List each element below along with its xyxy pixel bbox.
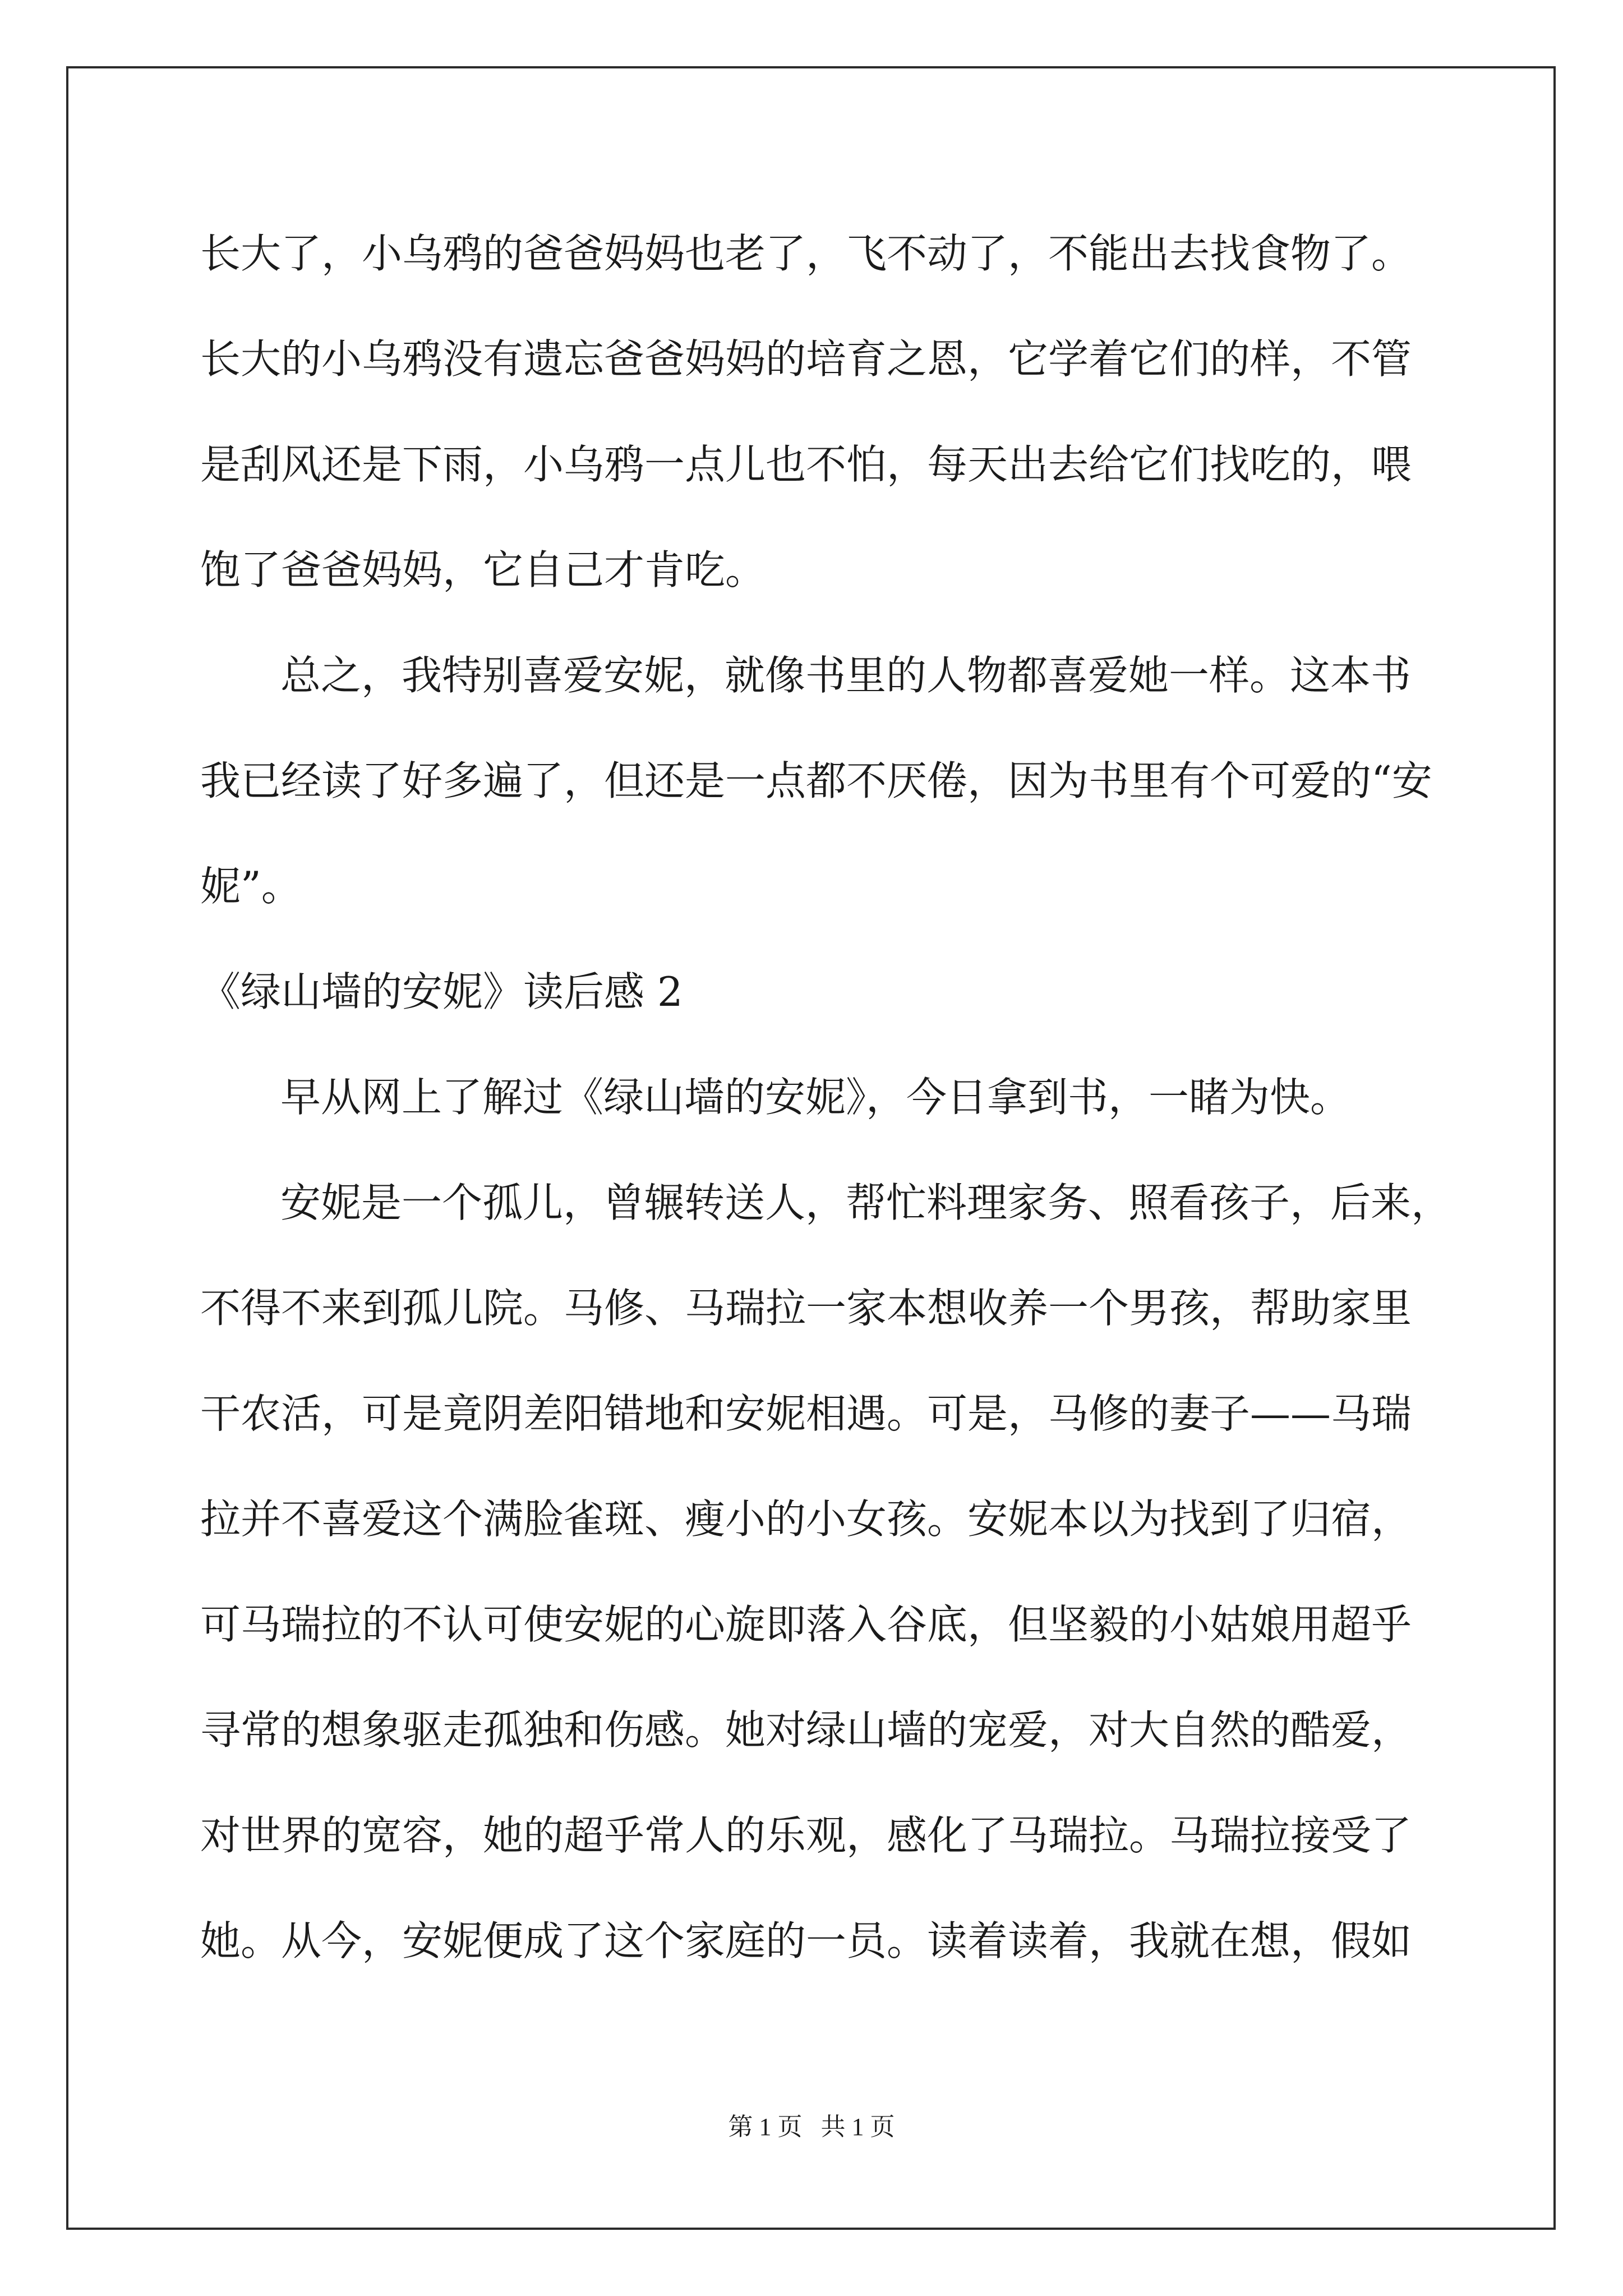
section-heading: 《绿山墙的安妮》读后感 2	[200, 968, 683, 1015]
body-line-9: 早从网上了解过《绿山墙的安妮》，今日拿到书，一睹为快。	[280, 1074, 1351, 1121]
body-line-13: 拉并不喜爱这个满脸雀斑、瘦小的小女孩。安妮本以为找到了归宿，	[200, 1496, 1412, 1543]
body-line-12: 干农活，可是竟阴差阳错地和安妮相遇。可是，马修的妻子——马瑞	[200, 1390, 1412, 1437]
body-line-2: 长大的小乌鸦没有遗忘爸爸妈妈的培育之恩，它学着它们的样，不管	[200, 335, 1412, 383]
body-line-4: 饱了爸爸妈妈，它自己才肯吃。	[200, 546, 766, 593]
page-border	[66, 66, 1556, 2230]
body-line-3: 是刮风还是下雨，小乌鸦一点儿也不怕，每天出去给它们找吃的，喂	[200, 441, 1412, 488]
body-line-17: 她。从今，安妮便成了这个家庭的一员。读着读着，我就在想，假如	[200, 1917, 1412, 1964]
body-line-10: 安妮是一个孤儿，曾辗转送人，帮忙料理家务、照看孩子，后来，	[280, 1179, 1452, 1226]
body-line-7: 妮”。	[200, 863, 302, 910]
body-line-15: 寻常的想象驱走孤独和伤感。她对绿山墙的宠爱，对大自然的酷爱，	[200, 1706, 1412, 1754]
body-line-14: 可马瑞拉的不认可使安妮的心旋即落入谷底，但坚毅的小姑娘用超乎	[200, 1601, 1412, 1648]
body-line-1: 长大了，小乌鸦的爸爸妈妈也老了，飞不动了，不能出去找食物了。	[200, 230, 1412, 277]
body-line-11: 不得不来到孤儿院。马修、马瑞拉一家本想收养一个男孩，帮助家里	[200, 1285, 1412, 1332]
body-line-16: 对世界的宽容，她的超乎常人的乐观，感化了马瑞拉。马瑞拉接受了	[200, 1812, 1412, 1859]
body-line-6: 我已经读了好多遍了，但还是一点都不厌倦，因为书里有个可爱的“安	[200, 757, 1432, 804]
page-footer: 第 1 页 共 1 页	[728, 2113, 895, 2141]
body-line-5: 总之，我特别喜爱安妮，就像书里的人物都喜爱她一样。这本书	[280, 652, 1412, 699]
